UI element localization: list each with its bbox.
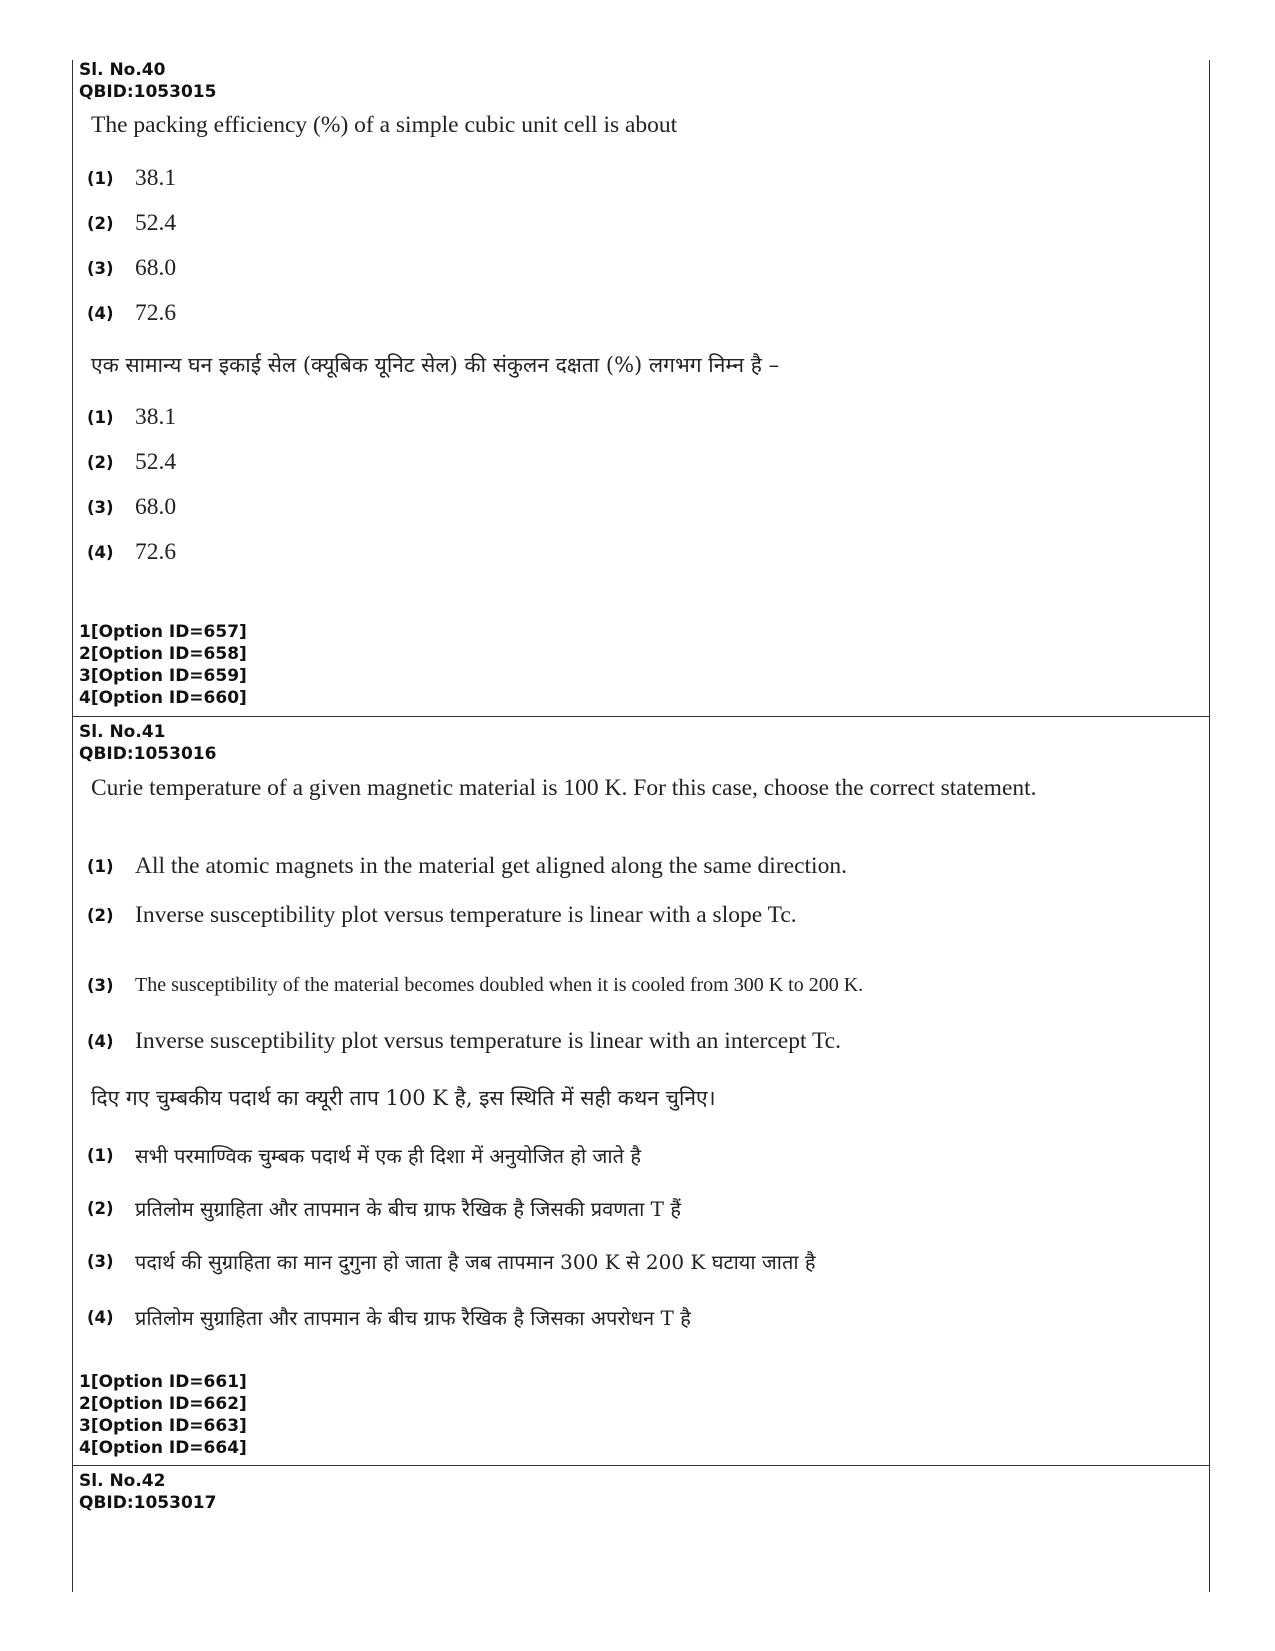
question-42-header: [79, 1470, 216, 1514]
option-number: (3): [87, 497, 114, 517]
question-divider: [72, 716, 1210, 717]
option-text: 52.4: [135, 209, 177, 236]
option-text: The susceptibility of the material becomes doubled when it is cooled from 300 K to 200 K.: [135, 974, 864, 996]
question-41-option-2-hindi: [87, 1191, 681, 1225]
question-40-header: [79, 59, 216, 103]
option-number: (4): [87, 303, 114, 323]
question-41-option-2-english: [87, 898, 797, 932]
question-41-option-4-hindi: [87, 1300, 691, 1334]
option-id: 1[Option ID=661]: [79, 1372, 247, 1392]
option-text: 38.1: [135, 403, 177, 430]
option-text: 72.6: [135, 538, 177, 565]
question-40-option-4-hindi: [87, 535, 176, 569]
option-text: प्रतिलोम सुग्राहिता और तापमान के बीच ग्राफ रैखिक है जिसका अपरोधन T है: [135, 1305, 691, 1330]
question-40-option-3-hindi: [87, 490, 176, 524]
option-text: 68.0: [135, 493, 177, 520]
option-text: 38.1: [135, 164, 177, 191]
question-41-stem-english: Curie temperature of a given magnetic material is 100 K. For this case, choose the correct statement.: [91, 775, 1037, 801]
option-id: 2[Option ID=662]: [79, 1394, 247, 1414]
option-id: 1[Option ID=657]: [79, 622, 247, 642]
question-41-option-3-hindi: [87, 1244, 816, 1278]
question-40-option-3-english: [87, 251, 176, 285]
option-number: (3): [87, 975, 114, 995]
option-text: प्रतिलोम सुग्राहिता और तापमान के बीच ग्राफ रैखिक है जिसकी प्रवणता T हैं: [135, 1196, 681, 1221]
option-number: (4): [87, 1031, 114, 1051]
right-border: [1209, 60, 1210, 1592]
option-number: (1): [87, 168, 114, 188]
question-40-option-2-english: [87, 206, 176, 240]
serial-number: Sl. No.40: [79, 60, 166, 80]
option-text: Inverse susceptibility plot versus temperature is linear with a slope Tc.: [135, 901, 797, 928]
option-text: 68.0: [135, 254, 177, 281]
option-text: 72.6: [135, 299, 177, 326]
option-number: (2): [87, 213, 114, 233]
option-id: 3[Option ID=663]: [79, 1416, 247, 1436]
question-41-option-ids: [79, 1371, 247, 1459]
question-41-option-4-english: [87, 1024, 841, 1058]
question-40-stem-english: The packing efficiency (%) of a simple cubic unit cell is about: [91, 112, 678, 138]
option-text: Inverse susceptibility plot versus temperature is linear with an intercept Tc.: [135, 1027, 841, 1054]
option-number: (1): [87, 856, 114, 876]
left-border: [72, 60, 73, 1592]
option-text: All the atomic magnets in the material get aligned along the same direction.: [135, 852, 847, 879]
option-id: 3[Option ID=659]: [79, 666, 247, 686]
option-number: (2): [87, 905, 114, 925]
qbid: QBID:1053016: [79, 744, 217, 764]
question-40-option-ids: [79, 621, 247, 709]
question-40-option-1-english: [87, 161, 176, 195]
option-number: (3): [87, 258, 114, 278]
serial-number: Sl. No.41: [79, 722, 166, 742]
option-id: 4[Option ID=664]: [79, 1438, 247, 1458]
qbid: QBID:1053017: [79, 1493, 217, 1513]
option-number: (4): [87, 1307, 114, 1327]
option-id: 2[Option ID=658]: [79, 644, 247, 664]
option-text: 52.4: [135, 448, 177, 475]
option-id: 4[Option ID=660]: [79, 688, 247, 708]
option-text: पदार्थ की सुग्राहिता का मान दुगुना हो जाता है जब तापमान 300 K से 200 K घटाया जाता है: [135, 1249, 816, 1274]
question-41-header: [79, 721, 216, 765]
option-number: (2): [87, 1198, 114, 1218]
serial-number: Sl. No.42: [79, 1471, 166, 1491]
question-41-option-3-english: [87, 957, 1005, 1013]
question-40-option-1-hindi: [87, 400, 176, 434]
option-number: (1): [87, 1145, 114, 1165]
option-number: (3): [87, 1251, 114, 1271]
question-41-option-1-english: [87, 849, 847, 883]
option-number: (1): [87, 407, 114, 427]
qbid: QBID:1053015: [79, 82, 217, 102]
question-40-stem-hindi: एक सामान्य घन इकाई सेल (क्यूबिक यूनिट सेल) की संकुलन दक्षता (%) लगभग निम्न है –: [91, 353, 780, 377]
question-divider: [72, 1465, 1210, 1466]
question-41-option-1-hindi: [87, 1138, 641, 1172]
question-40-option-2-hindi: [87, 445, 176, 479]
question-41-stem-hindi: दिए गए चुम्बकीय पदार्थ का क्यूरी ताप 100 K है, इस स्थिति में सही कथन चुनिए।: [91, 1086, 716, 1110]
option-number: (2): [87, 452, 114, 472]
option-number: (4): [87, 542, 114, 562]
question-40-option-4-english: [87, 296, 176, 330]
option-text: सभी परमाण्विक चुम्बक पदार्थ में एक ही दिशा में अनुयोजित हो जाते है: [135, 1143, 641, 1168]
